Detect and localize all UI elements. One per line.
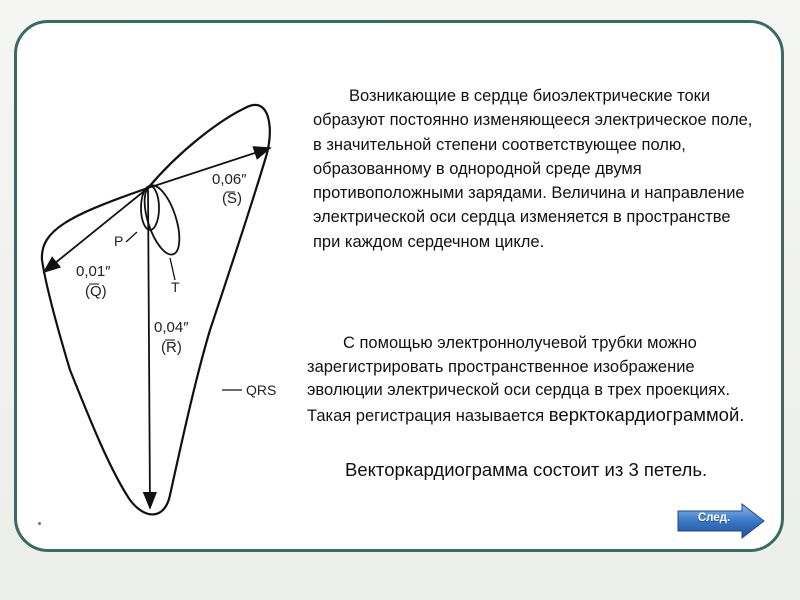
label-s-value: 0,06″: [212, 171, 247, 188]
vector-r: [148, 188, 150, 508]
paragraph-cathode-tube: С помощью электроннолучевой трубки можно зарегистрировать пространственное изображение эволюции электрической оси сердца в трех проекциях. Такая регистрация называется верктокардиограммой.: [307, 334, 745, 425]
vectorcardiogram-diagram: [30, 80, 330, 520]
label-q-value: 0,01″: [76, 263, 111, 280]
paragraph-three-loops: Векторкардиограмма состоит из 3 петель.: [345, 459, 708, 480]
qrs-loop: [42, 105, 270, 515]
vector-q: [44, 188, 148, 272]
label-r-letter: (R): [161, 339, 182, 356]
label-s-letter: (S): [222, 190, 242, 207]
p-leader: [126, 232, 137, 242]
label-q-letter: (Q): [85, 283, 107, 300]
term-vectorcardiogram: верктокардиограммой.: [548, 403, 745, 425]
label-r-value: 0,04″: [154, 319, 189, 336]
slide-dot: [38, 522, 41, 525]
label-qrs: QRS: [246, 382, 277, 398]
next-button-label: След.: [697, 512, 731, 524]
paragraph-electric-field: Возникающие в сердце биоэлектрические токи образуют постоянно изменяющееся электрическое поле, в значительной степени соответствующее полю, образованному в однородной среде двумя противоположными зарядами. Величина и направление электрической оси сердца изменяется в пространстве при каждом сердечном цикле.: [313, 87, 753, 251]
label-t: T: [171, 279, 180, 295]
t-leader: [170, 258, 175, 280]
t-loop: [138, 181, 187, 258]
label-p: P: [114, 233, 124, 249]
next-button[interactable]: [676, 503, 766, 539]
